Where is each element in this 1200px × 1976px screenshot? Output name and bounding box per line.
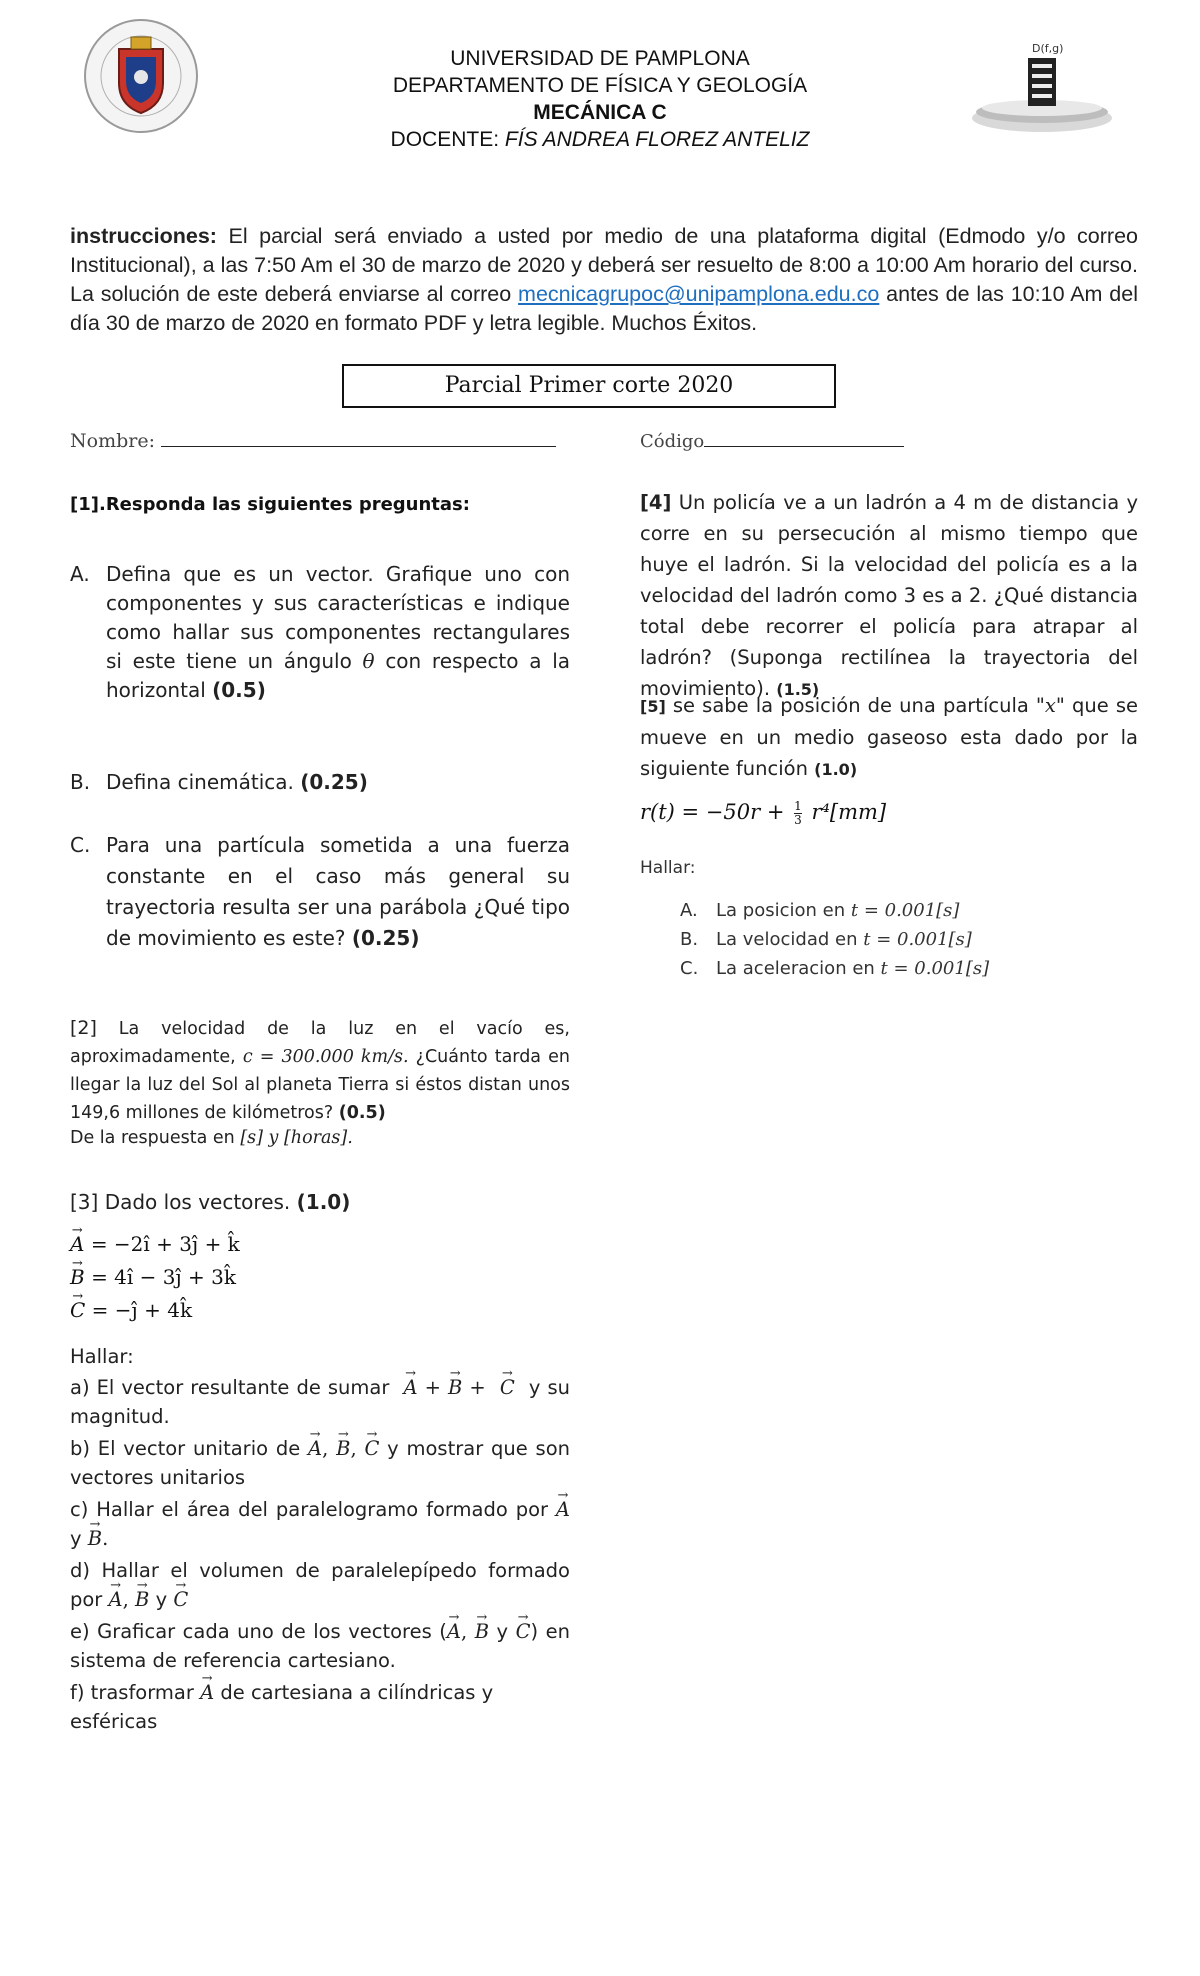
course-name: MECÁNICA C	[533, 101, 667, 124]
instructions-paragraph	[70, 222, 1138, 338]
q1-b-text: Defina cinemática.	[106, 770, 294, 794]
q2-units-line	[70, 1128, 353, 1148]
q5-number: [5]	[640, 697, 666, 716]
department-name: DEPARTAMENTO DE FÍSICA Y GEOLOGÍA	[392, 74, 808, 97]
nombre-field[interactable]	[70, 428, 556, 452]
exam-title: Parcial Primer corte 2020	[342, 364, 836, 408]
q5-paragraph	[640, 690, 1138, 785]
q3-equation-c: C → = −ĵ + 4k̂	[70, 1294, 240, 1327]
q3-task-f: f) trasformar A → de cartesiana a cilíndricas y esféricas	[70, 1678, 570, 1736]
instructions-label: instrucciones:	[70, 224, 217, 248]
department-logo-text: D(f,g)	[1032, 42, 1064, 55]
q3-hallar: Hallar:	[70, 1345, 134, 1368]
q3-task-e: e) Graficar cada uno de los vectores (A →, B → y C →) en sistema de referencia cartesiano.	[70, 1617, 570, 1675]
nombre-label: Nombre:	[70, 430, 155, 452]
q3-task-c: c) Hallar el área del paralelogramo formado por A → y B →.	[70, 1495, 570, 1553]
codigo-label: Código	[640, 431, 705, 452]
instructions-text-2: antes de las 10:10 Am del día 30 de marzo de 2020 en formato PDF y letra legible. Muchos Éxitos.	[70, 282, 1138, 335]
docente-label: DOCENTE:	[390, 128, 500, 151]
q5-hallar: Hallar:	[640, 858, 696, 878]
q3-task-a: a) El vector resultante de sumar A → + B → + C → y su magnitud.	[70, 1373, 570, 1431]
university-seal-logo	[82, 17, 200, 135]
q5-task-c: C. La aceleracion en t = 0.001[s]	[680, 958, 990, 979]
q3-task-b: b) El vector unitario de A →, B →, C → y mostrar que son vectores unitarios	[70, 1434, 570, 1492]
q1-a-text-1: Defina que es un vector. Grafique uno con componentes y sus características e indique como hallar sus componentes rectangulares si este tiene un ángulo	[106, 562, 570, 673]
q1-b-letter: B.	[70, 770, 91, 794]
university-name: UNIVERSIDAD DE PAMPLONA	[450, 47, 750, 70]
q3-points: (1.0)	[296, 1190, 351, 1214]
q1-a-letter: A.	[70, 562, 90, 586]
q3-vector-equations	[70, 1228, 240, 1327]
q5-x: x	[1044, 694, 1056, 717]
email-link[interactable]: mecnicagrupoc@unipamplona.edu.co	[518, 282, 880, 306]
q1-c-letter: C.	[70, 833, 91, 857]
codigo-field[interactable]	[640, 428, 904, 452]
q1-item-b	[70, 768, 570, 797]
q3-tasks	[70, 1342, 570, 1736]
q2-paragraph	[70, 1014, 570, 1127]
q3-equation-b: B → = 4î − 3ĵ + 3k̂	[70, 1261, 240, 1294]
codigo-line[interactable]	[704, 428, 904, 447]
q2-units-text: De la respuesta en	[70, 1128, 235, 1148]
nombre-line[interactable]	[161, 428, 556, 447]
q1-c-points: (0.25)	[351, 926, 420, 950]
q3-task-d: d) Hallar el volumen de paralelepípedo formado por A →, B → y C →	[70, 1556, 570, 1614]
q1-heading: [1].Responda las siguientes preguntas:	[70, 494, 470, 515]
q5-task-a: A. La posicion en t = 0.001[s]	[680, 900, 960, 921]
q4-number: [4]	[640, 491, 672, 514]
instructions-text-1: El parcial será enviado a usted por medio de una plataforma digital (Edmodo y/o correo Institucional), a las 7:50 Am el 30 de marzo de 2020 y deberá ser resuelto de 8:00 a 10:00 Am horario del curso. La solución de este deberá enviarse al correo	[70, 224, 1138, 306]
docente-line	[300, 126, 900, 153]
q5-tasks	[640, 896, 1120, 983]
docente-name: FÍS ANDREA FLOREZ ANTELIZ	[504, 128, 810, 151]
q2-number: [2]	[70, 1017, 97, 1039]
q1-c-text: Para una partícula sometida a una fuerza constante en el caso más general su trayectoria resulta ser una parábola ¿Qué tipo de movimiento es este?	[106, 833, 570, 950]
q1-a-points: (0.5)	[212, 678, 266, 702]
q5-text-1: se sabe la posición de una partícula "	[672, 694, 1045, 717]
q2-text-1: La velocidad de la luz en el vacío es, aproximadamente,	[70, 1019, 570, 1067]
q5-points: (1.0)	[814, 760, 858, 779]
q2-c-equation: c = 300.000 km/s.	[242, 1047, 409, 1067]
q3-heading	[70, 1190, 350, 1214]
q3-equation-a: A → = −2î + 3ĵ + k̂	[70, 1228, 240, 1261]
q1-item-c	[70, 830, 570, 954]
q1-item-a	[70, 560, 570, 705]
q5-position-equation: r(t) = −50r + $\frac{1}{3}$ r⁴[mm]	[640, 799, 887, 827]
q5-text-2: " que se mueve en un medio gaseoso esta dado por la siguiente función	[640, 694, 1139, 780]
q2-units: [s] y [horas].	[240, 1128, 353, 1148]
q4-text: Un policía ve a un ladrón a 4 m de distancia y corre en su persecución al mismo tiempo que huye el ladrón. Si la velocidad del policía es a la velocidad del ladrón como 3 es a 2. ¿Qué distancia total debe recorrer el policía para atrapar al ladrón? (Suponga rectilínea la trayectoria del movimiento).	[640, 491, 1139, 700]
q1-a-text-2: con respecto a la horizontal	[106, 649, 571, 702]
q2-text-2: ¿Cuánto tarda en llegar la luz del Sol al planeta Tierra si éstos distan unos 149,6 millones de kilómetros?	[70, 1047, 570, 1123]
q2-points: (0.5)	[338, 1103, 386, 1123]
q1-a-theta: θ	[362, 649, 375, 673]
q1-b-points: (0.25)	[300, 770, 368, 794]
q3-heading-text: [3] Dado los vectores.	[70, 1190, 291, 1214]
q4-points: (1.5)	[776, 680, 820, 699]
q4-paragraph	[640, 487, 1138, 705]
q5-task-b: B. La velocidad en t = 0.001[s]	[680, 929, 972, 950]
